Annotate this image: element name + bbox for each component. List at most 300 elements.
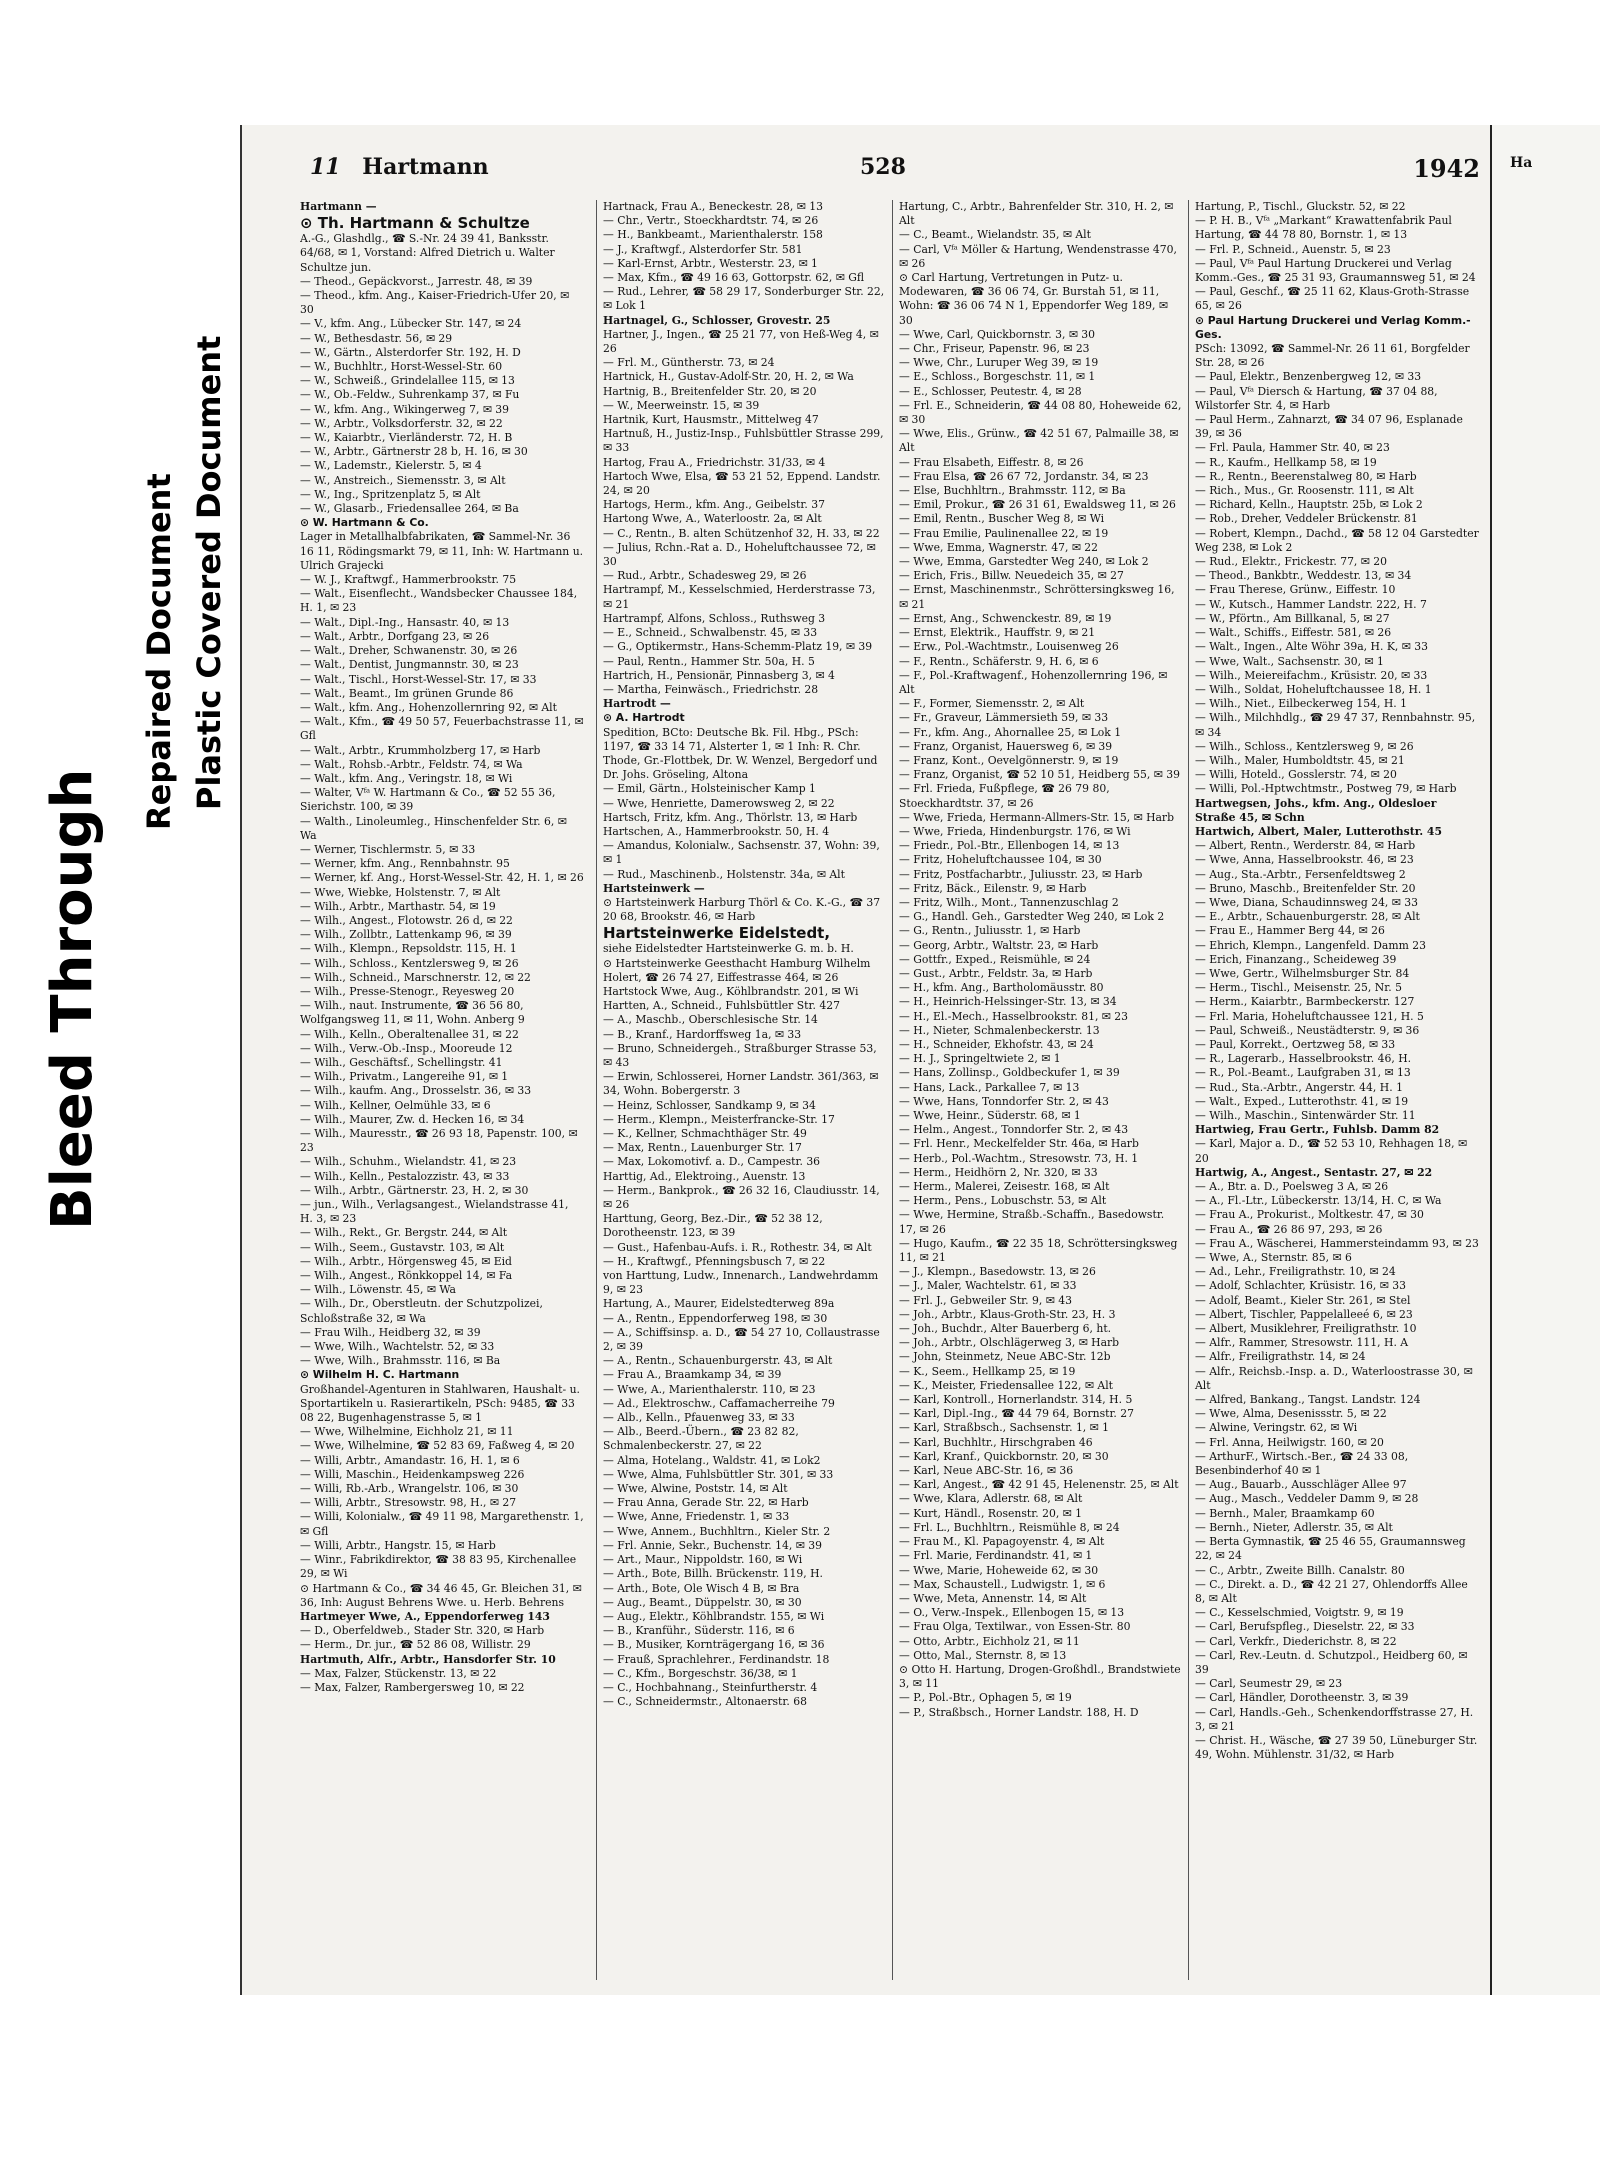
directory-entry: — Carl, Berufspfleg., Dieselstr. 22, ✉ 33	[1195, 1620, 1415, 1634]
directory-entry: — Rud., Arbtr., Schadesweg 29, ✉ 26	[603, 569, 807, 583]
directory-entry: — K., Kellner, Schmachthäger Str. 49	[603, 1127, 807, 1140]
directory-entry: — Willi, Arbtr., Hangstr. 15, ✉ Harb	[300, 1538, 496, 1552]
directory-entry: — R., Rentn., Beerenstalweg 80, ✉ Harb	[1195, 469, 1417, 483]
directory-entry: — Frau Anna, Gerade Str. 22, ✉ Harb	[603, 1496, 809, 1510]
directory-entry: — Willi, Hoteld., Gosslerstr. 74, ✉ 20	[1195, 768, 1397, 782]
scan-top-margin	[0, 0, 1600, 50]
directory-entry: — Wwe, Wilhelmine, Eichholz 21, ✉ 11	[300, 1425, 514, 1439]
directory-entry: — Walt., Arbtr., Krummholzberg 17, ✉ Harb	[300, 743, 541, 757]
directory-entry: — Adolf, Schlachter, Krüsistr. 16, ✉ 33	[1195, 1279, 1406, 1293]
directory-entry: — Frau Therese, Grünw., Eiffestr. 10	[1195, 583, 1396, 597]
directory-entry: — Werner, kfm. Ang., Rennbahnstr. 95	[300, 857, 510, 871]
directory-entry: — Gust., Hafenbau-Aufs. i. R., Rothestr. 34, ✉ Alt	[603, 1240, 872, 1254]
directory-entry: — Wilh., Schloss., Kentzlersweg 9, ✉ 26	[1195, 739, 1414, 753]
directory-entry: — Carl, Seumestr 29, ✉ 23	[1195, 1677, 1343, 1691]
directory-entry: — Wilh., Angest., Rönkkoppel 14, ✉ Fa	[300, 1269, 513, 1283]
directory-entry: ⊙ Hartmann & Co., ☎ 34 46 45, Gr. Bleichen 31, ✉ 36, Inh: August Behrens Wwe. u. Herb. Behrens	[300, 1581, 582, 1609]
directory-entry: — Walt., kfm. Ang., Hohenzollernring 92, ✉ Alt	[300, 700, 557, 714]
directory-entry: — Karl, Kontroll., Hornerlandstr. 314, H. 5	[899, 1393, 1133, 1407]
directory-entry: — Wwe, Henriette, Damerowsweg 2, ✉ 22	[603, 796, 835, 810]
directory-entry: — C., Direkt. a. D., ☎ 42 21 27, Ohlendorffs Allee 8, ✉ Alt	[1195, 1577, 1468, 1605]
directory-entry: — Ernst, Elektrik., Hauffstr. 9, ✉ 21	[899, 626, 1096, 640]
directory-entry: — Walt., Beamt., Im grünen Grunde 86	[300, 686, 514, 700]
directory-entry: Hartsch, Fritz, kfm. Ang., Thörlstr. 13, ✉ Harb	[603, 810, 858, 824]
column-1	[300, 200, 584, 1980]
directory-entry: ⊙ Hartsteinwerk Harburg Thörl & Co. K.-G., ☎ 37 20 68, Brookstr. 46, ✉ Harb	[603, 895, 881, 924]
directory-entry: — K., Seem., Hellkamp 25, ✉ 19	[899, 1364, 1076, 1378]
directory-entry: — Wwe, Hermine, Straßb.-Schaffn., Basedowstr. 17, ✉ 26	[899, 1208, 1165, 1236]
directory-entry: — Wwe, Wiebke, Holstenstr. 7, ✉ Alt	[300, 885, 501, 899]
directory-entry: — Frau Elsabeth, Eiffestr. 8, ✉ 26	[899, 455, 1084, 469]
directory-entry: — H., kfm. Ang., Bartholomäusstr. 80	[899, 981, 1104, 995]
directory-entry: — Walter, Vᶠᵃ W. Hartmann & Co., ☎ 52 55 36, Sierichstr. 100, ✉ 39	[300, 786, 556, 814]
directory-entry: — Wilh., Geschäftsf., Schellingstr. 41	[300, 1055, 503, 1069]
directory-entry: — Alfr., Freiligrathstr. 14, ✉ 24	[1195, 1350, 1366, 1364]
directory-entry: — Walt., Dentist, Jungmannstr. 30, ✉ 23	[300, 658, 519, 672]
directory-entry: — Wwe, Wilh., Brahmsstr. 116, ✉ Ba	[300, 1354, 501, 1368]
directory-entry: — W., Kutsch., Hammer Landstr. 222, H. 7	[1195, 597, 1427, 611]
directory-entry: — Fritz, Wilh., Mont., Tannenzuschlag 2	[899, 895, 1119, 909]
directory-entry: Hartung, C., Arbtr., Bahrenfelder Str. 310, H. 2, ✉ Alt	[899, 200, 1174, 228]
directory-entry: — Wwe, Marie, Hoheweide 62, ✉ 30	[899, 1563, 1099, 1577]
directory-entry: Hartmuth, Alfr., Arbtr., Hansdorfer Str. 10	[300, 1652, 556, 1666]
directory-entry: — Herm., Malerei, Zeisestr. 168, ✉ Alt	[899, 1180, 1110, 1194]
directory-entry: — Carl, Handls.-Geh., Schenkendorffstrasse 27, H. 3, ✉ 21	[1195, 1705, 1474, 1733]
directory-entry: Hartmann —	[300, 200, 377, 213]
directory-entry: — W., Gärtn., Alsterdorfer Str. 192, H. D	[300, 345, 521, 359]
directory-entry: — Walt., Eisenflecht., Wandsbecker Chaussee 184, H. 1, ✉ 23	[300, 587, 578, 615]
directory-entry: — ArthurF., Wirtsch.-Ber., ☎ 24 33 08, Besenbinderhof 40 ✉ 1	[1195, 1449, 1409, 1478]
page-number: 528	[860, 154, 906, 180]
directory-entry: — R., Kaufm., Hellkamp 58, ✉ 19	[1195, 455, 1377, 469]
directory-entry: — Richard, Kelln., Hauptstr. 25b, ✉ Lok 2	[1195, 498, 1423, 512]
directory-entry: — V., kfm. Ang., Lübecker Str. 147, ✉ 24	[300, 317, 522, 331]
directory-entry: — Walt., Dreher, Schwanenstr. 30, ✉ 26	[300, 644, 518, 658]
directory-entry: — P., Pol.-Btr., Ophagen 5, ✉ 19	[899, 1691, 1072, 1705]
directory-entry: — Paul, Geschf., ☎ 25 11 62, Klaus-Groth-Strasse 65, ✉ 26	[1195, 285, 1470, 313]
directory-entry: — Alwine, Veringstr. 62, ✉ Wi	[1195, 1421, 1358, 1435]
directory-entry: — Werner, Tischlermstr. 5, ✉ 33	[300, 842, 476, 856]
directory-entry: — Aug., Masch., Veddeler Damm 9, ✉ 28	[1195, 1492, 1419, 1506]
directory-entry: — Herm., Tischl., Meisenstr. 25, Nr. 5	[1195, 981, 1402, 995]
directory-entry: ⊙ Otto H. Hartung, Drogen-Großhdl., Brandstwiete 3, ✉ 11	[899, 1662, 1181, 1691]
directory-entry: Hartong Wwe, A., Waterloostr. 2a, ✉ Alt	[603, 512, 822, 526]
directory-entry: Spedition, BCto: Deutsche Bk. Fil. Hbg., PSch: 1197, ☎ 33 14 71, Alsterter 1, ✉ 1 Inh: R. Chr. Thode, Gr.-Flottbek, Dr. W. Wenzel, Bergedorf und Dr. Johs. Gröseling, Altona	[603, 725, 878, 782]
directory-entry: — Karl, Straßbsch., Sachsenstr. 1, ✉ 1	[899, 1421, 1110, 1435]
directory-entry: — H., Nieter, Schmalenbeckerstr. 13	[899, 1023, 1100, 1037]
directory-entry: — Wwe, Frieda, Hindenburgstr. 176, ✉ Wi	[899, 824, 1131, 838]
directory-entry: — A., Schiffsinsp. a. D., ☎ 54 27 10, Collaustrasse 2, ✉ 39	[603, 1325, 880, 1354]
directory-entry: — Franz, Kont., Oevelgönnerstr. 9, ✉ 19	[899, 753, 1119, 767]
directory-entry: — Wwe, Emma, Wagnerstr. 47, ✉ 22	[899, 540, 1099, 554]
directory-entry: — Friedr., Pol.-Btr., Ellenbogen 14, ✉ 13	[899, 839, 1120, 853]
directory-entry: — Karl, Angest., ☎ 42 91 45, Helenenstr. 25, ✉ Alt	[899, 1478, 1179, 1492]
directory-entry: — E., Schneid., Schwalbenstr. 45, ✉ 33	[603, 626, 818, 640]
directory-entry: — Paul, Vᶠᵃ Paul Hartung Druckerei und Verlag Komm.-Ges., ☎ 25 31 93, Graumannsweg 51, ✉ 24	[1195, 256, 1476, 285]
directory-entry: Hartnuß, H., Justiz-Insp., Fuhlsbüttler Strasse 299, ✉ 33	[603, 427, 884, 455]
directory-entry: — Max, Falzer, Stückenstr. 13, ✉ 22	[300, 1666, 497, 1680]
directory-entry: A.-G., Glashdlg., ☎ S.-Nr. 24 39 41, Banksstr. 64/68, ✉ 1, Vorstand: Alfred Dietrich u. Walter Schultze jun.	[300, 232, 555, 274]
directory-entry: — Max, Falzer, Rambergersweg 10, ✉ 22	[300, 1680, 525, 1694]
directory-entry: — Walt., Tischl., Horst-Wessel-Str. 17, ✉ 33	[300, 672, 537, 686]
directory-entry: — Wwe, Diana, Schaudinnsweg 24, ✉ 33	[1195, 895, 1419, 909]
directory-entry: Hartwegsen, Johs., kfm. Ang., Oldesloer Straße 45, ✉ Schn	[1195, 796, 1437, 824]
directory-entry: — F., Former, Siemensstr. 2, ✉ Alt	[899, 697, 1085, 711]
directory-entry: — B., Musiker, Kornträgergang 16, ✉ 36	[603, 1638, 825, 1652]
directory-entry: — Wilh., Mauresstr., ☎ 26 93 18, Papenstr. 100, ✉ 23	[300, 1127, 578, 1155]
directory-entry: — R., Lagerarb., Hasselbrookstr. 46, H.	[1195, 1052, 1412, 1066]
column-2	[596, 200, 887, 1980]
directory-entry: Lager in Metallhalbfabrikaten, ☎ Sammel-Nr. 36 16 11, Rödingsmarkt 79, ✉ 11, Inh: W. Hartmann u. Ulrich Grajecki	[300, 530, 584, 572]
directory-entry: — Wwe, Hans, Tonndorfer Str. 2, ✉ 43	[899, 1094, 1109, 1108]
directory-entry: — Wilh., Zollbtr., Lattenkamp 96, ✉ 39	[300, 928, 512, 942]
directory-entry: — F., Pol.-Kraftwagenf., Hohenzollernring 196, ✉ Alt	[899, 668, 1168, 696]
directory-entry: — Wilh., Schneid., Marschnerstr. 12, ✉ 22	[300, 970, 531, 984]
directory-entry: Hartwieg, Frau Gertr., Fuhlsb. Damm 82	[1195, 1123, 1440, 1137]
directory-entry: — G., Handl. Geh., Garstedter Weg 240, ✉ Lok 2	[899, 910, 1165, 924]
directory-entry: ⊙ Carl Hartung, Vertretungen in Putz- u. Modewaren, ☎ 36 06 74, Gr. Burstah 51, ✉ 11, Wohn: ☎ 36 06 74 N 1, Eppendorfer Weg 189, ✉ 30	[899, 271, 1168, 327]
directory-entry: Hartogs, Herm., kfm. Ang., Geibelstr. 37	[603, 498, 825, 512]
directory-entry: — Karl, Buchhltr., Hirschgraben 46	[899, 1435, 1093, 1449]
directory-entry: Hartnick, H., Gustav-Adolf-Str. 20, H. 2, ✉ Wa	[603, 370, 854, 384]
directory-entry: — W., Kaiarbtr., Vierländerstr. 72, H. B	[300, 431, 513, 445]
directory-entry: — Frl. Anna, Heilwigstr. 160, ✉ 20	[1195, 1435, 1384, 1449]
directory-entry: — B., Kranführ., Süderstr. 116, ✉ 6	[603, 1624, 795, 1638]
directory-entry: — Emil, Prokur., ☎ 26 31 61, Ewaldsweg 11, ✉ 26	[899, 498, 1176, 512]
directory-entry: — G., Optikermstr., Hans-Schemm-Platz 19, ✉ 39	[603, 640, 873, 654]
directory-entry: — Frl. M., Güntherstr. 73, ✉ 24	[603, 356, 775, 370]
directory-entry: — Wwe, Chr., Luruper Weg 39, ✉ 19	[899, 356, 1099, 370]
directory-entry: — Willi, Rb.-Arb., Wrangelstr. 106, ✉ 30	[300, 1482, 519, 1496]
directory-entry: — Frl. Marie, Ferdinandstr. 41, ✉ 1	[899, 1549, 1093, 1563]
directory-entry: — Helm., Angest., Tonndorfer Str. 2, ✉ 43	[899, 1123, 1129, 1137]
directory-entry: — Franz, Organist, ☎ 52 10 51, Heidberg 55, ✉ 39	[899, 768, 1180, 782]
directory-entry: — Wilh., Rekt., Gr. Bergstr. 244, ✉ Alt	[300, 1226, 508, 1240]
directory-entry: — W., Buchhltr., Horst-Wessel-Str. 60	[300, 360, 503, 374]
directory-entry: Hartnik, Kurt, Hausmstr., Mittelweg 47	[603, 413, 819, 427]
directory-entry: — Karl, Neue ABC-Str. 16, ✉ 36	[899, 1464, 1074, 1478]
directory-entry: Großhandel-Agenturen in Stahlwaren, Haushalt- u. Sportartikeln u. Rasierartikeln, PSch: 9485, ☎ 33 08 22, Bugenhagenstrasse 5, ✉ 1	[300, 1382, 580, 1425]
directory-entry: — Wwe, Wilh., Wachtelstr. 52, ✉ 33	[300, 1340, 495, 1354]
directory-entry: — Wilh., Meiereifachm., Krüsistr. 20, ✉ 33	[1195, 668, 1428, 682]
directory-entry: — Georg, Arbtr., Waltstr. 23, ✉ Harb	[899, 938, 1099, 952]
directory-entry: — W., Arbtr., Gärtnerstr 28 b, H. 16, ✉ 30	[300, 445, 528, 459]
directory-entry: — Aug., Beamt., Düppelstr. 30, ✉ 30	[603, 1595, 802, 1609]
directory-entry: — Alb., Kelln., Pfauenweg 33, ✉ 33	[603, 1411, 795, 1425]
next-page-edge	[1490, 125, 1600, 1995]
directory-entry: — Wilh., Schloss., Kentzlersweg 9, ✉ 26	[300, 956, 519, 970]
directory-entry: — Max, Rentn., Lauenburger Str. 17	[603, 1141, 802, 1155]
directory-entry: ⊙ A. Hartrodt	[603, 711, 685, 725]
directory-entry: — Herm., Klempn., Meisterfrancke-Str. 17	[603, 1112, 835, 1126]
directory-entry: Hartrampf, Alfons, Schloss., Ruthsweg 3	[603, 611, 826, 625]
directory-entry: — W., Meerweinstr. 15, ✉ 39	[603, 398, 760, 412]
directory-entry: — Hans, Lack., Parkallee 7, ✉ 13	[899, 1080, 1080, 1094]
directory-entry: ⊙ W. Hartmann & Co.	[300, 516, 429, 530]
directory-entry: — Theod., kfm. Ang., Kaiser-Friedrich-Ufer 20, ✉ 30	[300, 289, 570, 317]
directory-entry: — W., Ob.-Feldw., Suhrenkamp 37, ✉ Fu	[300, 388, 520, 402]
directory-entry: — Walth., Linoleumleg., Hinschenfelder Str. 6, ✉ Wa	[300, 814, 567, 842]
directory-entry: — Wilh., Klempn., Repsoldstr. 115, H. 1	[300, 942, 517, 956]
directory-entry: Hartung, A., Maurer, Eidelstedterweg 89a	[603, 1297, 835, 1311]
directory-entry: — Carl, Händler, Dorotheenstr. 3, ✉ 39	[1195, 1691, 1409, 1705]
directory-entry: — Frl. Frieda, Fußpflege, ☎ 26 79 80, Stoeckhardtstr. 37, ✉ 26	[899, 782, 1110, 810]
directory-entry: — Herm., Kaiarbtr., Barmbeckerstr. 127	[1195, 995, 1415, 1009]
directory-entry: — W., Pförtn., Am Billkanal, 5, ✉ 27	[1195, 611, 1390, 625]
directory-entry: — Aug., Elektr., Köhlbrandstr. 155, ✉ Wi	[603, 1609, 825, 1623]
directory-entry: — Wilh., Soldat, Hoheluftchaussee 18, H. 1	[1195, 682, 1432, 696]
directory-entry: — Joh., Arbtr., Olschlägerweg 3, ✉ Harb	[899, 1336, 1120, 1350]
directory-entry: — O., Verw.-Inspek., Ellenbogen 15, ✉ 13	[899, 1606, 1125, 1620]
directory-entry: — Wwe, Anne, Friedenstr. 1, ✉ 33	[603, 1510, 790, 1524]
directory-entry: siehe Eidelstedter Hartsteinwerke G. m. b. H.	[603, 942, 854, 956]
directory-entry: — Frau Wilh., Heidberg 32, ✉ 39	[300, 1325, 481, 1339]
page-header	[300, 150, 1480, 190]
directory-entry: — B., Kranf., Hardorffsweg 1a, ✉ 33	[603, 1027, 802, 1041]
directory-entry: — A., Btr. a. D., Poelsweg 3 A, ✉ 26	[1195, 1180, 1389, 1194]
directory-entry: — Carl, Verkfr., Diederichstr. 8, ✉ 22	[1195, 1634, 1397, 1648]
directory-entry: — Alma, Hotelang., Waldstr. 41, ✉ Lok2	[603, 1453, 821, 1467]
directory-entry: Hartmeyer Wwe, A., Eppendorferweg 143	[300, 1609, 550, 1623]
directory-entry: — J., Kraftwgf., Alsterdorfer Str. 581	[603, 242, 803, 256]
directory-entry: — E., Schloss., Borgeschstr. 11, ✉ 1	[899, 370, 1096, 384]
directory-entry: — Adolf, Beamt., Kieler Str. 261, ✉ Stel	[1195, 1293, 1411, 1307]
directory-entry: — Ad., Lehr., Freiligrathstr. 10, ✉ 24	[1195, 1265, 1396, 1279]
directory-entry: — Albert, Musiklehrer, Freiligrathstr. 10	[1195, 1322, 1417, 1336]
directory-entry: — Rob., Dreher, Veddeler Brückenstr. 81	[1195, 512, 1418, 526]
directory-entry: Hartschen, A., Hammerbrookstr. 50, H. 4	[603, 824, 830, 838]
directory-entry: — Wwe, Annem., Buchhltrn., Kieler Str. 2	[603, 1524, 831, 1538]
directory-entry: — Erwin, Schlosserei, Horner Landstr. 361/363, ✉ 34, Wohn. Bobergerstr. 3	[603, 1070, 879, 1098]
directory-entry: — P. H. B., Vᶠᵃ „Markant“ Krawattenfabrik Paul Hartung, ☎ 44 78 80, Bornstr. 1, ✉ 13	[1195, 214, 1452, 242]
directory-entry: — Frau A., Braamkamp 34, ✉ 39	[603, 1368, 782, 1382]
directory-entry: Hartog, Frau A., Friedrichstr. 31/33, ✉ 4	[603, 455, 826, 469]
directory-entry: — Alfr., Reichsb.-Insp. a. D., Waterloostrasse 30, ✉ Alt	[1195, 1364, 1473, 1392]
directory-entry: — Wwe, A., Sternstr. 85, ✉ 6	[1195, 1251, 1352, 1265]
directory-entry: — Bernh., Nieter, Adlerstr. 35, ✉ Alt	[1195, 1520, 1393, 1534]
directory-entry: — P., Straßbsch., Horner Landstr. 188, H. D	[899, 1705, 1139, 1719]
directory-entry: — Wilh., Maler, Humboldtstr. 45, ✉ 21	[1195, 753, 1405, 767]
directory-entry: — Rich., Mus., Gr. Roosenstr. 111, ✉ Alt	[1195, 484, 1414, 498]
directory-entry: — W., Bethesdastr. 56, ✉ 29	[300, 331, 453, 345]
directory-entry: — Emil, Gärtn., Holsteinischer Kamp 1	[603, 782, 816, 796]
directory-entry: — Bruno, Maschb., Breitenfelder Str. 20	[1195, 881, 1416, 895]
directory-entry: — Max, Kfm., ☎ 49 16 63, Gottorpstr. 62, ✉ Gfl	[603, 271, 865, 285]
directory-entry: — C., Kesselschmied, Voigtstr. 9, ✉ 19	[1195, 1606, 1404, 1620]
directory-entry: — Joh., Buchdr., Alter Bauerberg 6, ht.	[899, 1322, 1112, 1336]
column-3	[892, 200, 1183, 1980]
directory-entry: — Chr., Friseur, Papenstr. 96, ✉ 23	[899, 342, 1090, 356]
directory-entry: Hartsteinwerke Eidelstedt,	[603, 924, 831, 943]
directory-entry: Hartrodt —	[603, 697, 671, 711]
directory-entry: Hartrich, H., Pensionär, Pinnasberg 3, ✉ 4	[603, 668, 835, 682]
directory-entry: — R., Pol.-Beamt., Laufgraben 31, ✉ 13	[1195, 1066, 1411, 1080]
section-number: 11	[310, 154, 341, 180]
directory-entry: — Wilh., Arbtr., Marthastr. 54, ✉ 19	[300, 899, 496, 913]
directory-entry: — Theod., Bankbtr., Weddestr. 13, ✉ 34	[1195, 569, 1412, 583]
directory-entry: — W., Anstreich., Siemensstr. 3, ✉ Alt	[300, 473, 506, 487]
directory-entry: — Alb., Beerd.-Übern., ☎ 23 82 82, Schmalenbeckerstr. 27, ✉ 22	[603, 1425, 799, 1453]
directory-entry: — Wwe, Emma, Garstedter Weg 240, ✉ Lok 2	[899, 555, 1149, 569]
directory-entry: — W. J., Kraftwgf., Hammerbrookstr. 75	[300, 573, 517, 587]
directory-entry: — Paul, Rentn., Hammer Str. 50a, H. 5	[603, 654, 815, 668]
directory-entry: — Alfr., Rammer, Stresowstr. 111, H. A	[1195, 1336, 1409, 1350]
directory-entry: — Arth., Bote, Billh. Brückenstr. 119, H.	[603, 1567, 823, 1581]
directory-entry: — Max, Schaustell., Ludwigstr. 1, ✉ 6	[899, 1577, 1106, 1591]
directory-entry: — Frau Olga, Textilwar., von Essen-Str. 80	[899, 1620, 1131, 1634]
directory-entry: — Carl, Rev.-Leutn. d. Schutzpol., Heidberg 60, ✉ 39	[1195, 1648, 1468, 1676]
directory-entry: — Wwe, Klara, Adlerstr. 68, ✉ Alt	[899, 1492, 1083, 1506]
directory-entry: Hartnig, B., Breitenfelder Str. 20, ✉ 20	[603, 384, 817, 398]
header-left	[310, 154, 489, 180]
directory-entry: — Julius, Rchn.-Rat a. D., Hoheluftchaussee 72, ✉ 30	[603, 540, 876, 569]
directory-entry: — Frl. E., Schneiderin, ☎ 44 08 80, Hoheweide 62, ✉ 30	[899, 398, 1182, 427]
directory-entry: Hartnack, Frau A., Beneckestr. 28, ✉ 13	[603, 200, 823, 213]
directory-entry: — Frauß, Sprachlehrer., Ferdinandstr. 18	[603, 1652, 830, 1666]
directory-entry: — Frl. J., Gebweiler Str. 9, ✉ 43	[899, 1293, 1072, 1307]
directory-entry: — W., Lademstr., Kielerstr. 5, ✉ 4	[300, 459, 482, 473]
next-page-hint: Ha	[1510, 155, 1533, 171]
directory-entry: — Walt., Ingen., Alte Wöhr 39a, H. K, ✉ 33	[1195, 640, 1428, 654]
directory-entry: — E., Arbtr., Schauenburgerstr. 28, ✉ Alt	[1195, 910, 1420, 924]
directory-entry: — Karl, Major a. D., ☎ 52 53 10, Rehhagen 18, ✉ 20	[1195, 1137, 1468, 1165]
directory-entry: Hartstock Wwe, Aug., Köhlbrandstr. 201, ✉ Wi	[603, 984, 859, 998]
directory-entry: — Wilh., Kellner, Oelmühle 33, ✉ 6	[300, 1098, 491, 1112]
directory-entry: — Rud., Elektr., Frickestr. 77, ✉ 20	[1195, 555, 1388, 569]
directory-entry: — Wilh., Seem., Gustavstr. 103, ✉ Alt	[300, 1240, 505, 1254]
directory-entry: — Bruno, Schneidergeh., Straßburger Strasse 53, ✉ 43	[603, 1041, 877, 1069]
directory-entry: — Max, Lokomotivf. a. D., Campestr. 36	[603, 1155, 821, 1169]
directory-entry: — J., Maler, Wachtelstr. 61, ✉ 33	[899, 1279, 1077, 1293]
directory-entry: Hartoch Wwe, Elsa, ☎ 53 21 52, Eppend. Landstr. 24, ✉ 20	[603, 469, 881, 498]
directory-entry: Hartrampf, M., Kesselschmied, Herderstrasse 73, ✉ 21	[603, 583, 876, 611]
directory-entry: — Berta Gymnastik, ☎ 25 46 55, Graumannsweg 22, ✉ 24	[1195, 1535, 1466, 1563]
directory-entry: — Herm., Bankprok., ☎ 26 32 16, Claudiusstr. 14, ✉ 26	[603, 1183, 880, 1212]
directory-entry: Hartwig, A., Angest., Sentastr. 27, ✉ 22	[1195, 1165, 1433, 1179]
plastic-covered-stamp: Plastic Covered Document	[190, 335, 228, 810]
directory-entry: — H., Schneider, Ekhofstr. 43, ✉ 24	[899, 1037, 1094, 1051]
directory-entry: — Wilh., Presse-Stenogr., Reyesweg 20	[300, 984, 515, 998]
directory-entry: — Wwe, Walt., Sachsenstr. 30, ✉ 1	[1195, 654, 1384, 668]
directory-entry: — Rud., Maschinenb., Holstenstr. 34a, ✉ Alt	[603, 867, 845, 881]
directory-entry: — Wilh., Niet., Eilbeckerweg 154, H. 1	[1195, 697, 1408, 711]
directory-entry: — Martha, Feinwäsch., Friedrichstr. 28	[603, 682, 819, 696]
directory-entry: — Albert, Tischler, Pappelalleeé 6, ✉ 23	[1195, 1307, 1413, 1321]
directory-entry: — K., Meister, Friedensallee 122, ✉ Alt	[899, 1378, 1113, 1392]
directory-entry: — Fritz, Bäck., Eilenstr. 9, ✉ Harb	[899, 881, 1087, 895]
directory-entry: — Herm., Pens., Lobuschstr. 53, ✉ Alt	[899, 1194, 1107, 1208]
directory-entry: ⊙ Paul Hartung Druckerei und Verlag Komm.-Ges.	[1195, 313, 1471, 341]
directory-entry: Hartung, P., Tischl., Gluckstr. 52, ✉ 22	[1195, 200, 1406, 213]
directory-entry: — Paul, Elektr., Benzenbergweg 12, ✉ 33	[1195, 370, 1422, 384]
directory-entry: — Wilh., Schuhm., Wielandstr. 41, ✉ 23	[300, 1155, 517, 1169]
directory-entry: von Harttung, Ludw., Innenarch., Landwehrdamm 9, ✉ 23	[603, 1269, 879, 1297]
directory-entry: — Wilh., Milchhdlg., ☎ 29 47 37, Rennbahnstr. 95, ✉ 34	[1195, 711, 1476, 739]
directory-entry: — Amandus, Kolonialw., Sachsenstr. 37, Wohn: 39, ✉ 1	[603, 839, 880, 867]
directory-entry: — Erich, Finanzang., Scheideweg 39	[1195, 952, 1397, 966]
directory-columns	[300, 200, 1480, 1980]
repaired-document-stamp: Repaired Document	[140, 473, 178, 830]
directory-entry: — Ernst, Ang., Schwenckestr. 89, ✉ 19	[899, 611, 1112, 625]
directory-entry: — Wwe, Alma, Desenissstr. 5, ✉ 22	[1195, 1407, 1387, 1421]
directory-entry: — Willi, Kolonialw., ☎ 49 11 98, Margarethenstr. 1, ✉ Gfl	[300, 1510, 584, 1538]
directory-entry: ⊙ Th. Hartmann & Schultze	[300, 214, 530, 233]
directory-entry: — Frau A., ☎ 26 86 97, 293, ✉ 26	[1195, 1222, 1383, 1236]
directory-entry: — Karl, Dipl.-Ing., ☎ 44 79 64, Bornstr. 27	[899, 1407, 1135, 1421]
directory-entry: — F., Rentn., Schäferstr. 9, H. 6, ✉ 6	[899, 654, 1099, 668]
directory-entry: — Frl. P., Schneid., Auenstr. 5, ✉ 23	[1195, 242, 1391, 256]
directory-entry: PSch: 13092, ☎ Sammel-Nr. 26 11 61, Borgfelder Str. 28, ✉ 26	[1195, 342, 1470, 370]
directory-entry: — Wwe, Carl, Quickbornstr. 3, ✉ 30	[899, 327, 1096, 341]
directory-entry: — Karl, Kranf., Quickbornstr. 20, ✉ 30	[899, 1449, 1109, 1463]
directory-year: 1942	[1413, 154, 1480, 183]
directory-entry: — C., Arbtr., Zweite Billh. Canalstr. 80	[1195, 1563, 1405, 1577]
directory-entry: ⊙ Wilhelm H. C. Hartmann	[300, 1368, 460, 1382]
directory-entry: Hartten, A., Schneid., Fuhlsbüttler Str. 427	[603, 999, 840, 1013]
directory-entry: — Arth., Bote, Ole Wisch 4 B, ✉ Bra	[603, 1581, 800, 1595]
directory-entry: — Walt., kfm. Ang., Veringstr. 18, ✉ Wi	[300, 771, 513, 785]
directory-entry: — H. J., Springeltwiete 2, ✉ 1	[899, 1052, 1061, 1066]
directory-entry: — G., Rentn., Juliusstr. 1, ✉ Harb	[899, 924, 1081, 938]
directory-entry: — Frau A., Wäscherei, Hammersteindamm 93, ✉ 23	[1195, 1236, 1479, 1250]
directory-entry: — Wilh., Kelln., Pestalozzistr. 43, ✉ 33	[300, 1169, 510, 1183]
directory-entry: — Herm., Dr. jur., ☎ 52 86 08, Willistr. 29	[300, 1638, 531, 1652]
directory-entry: — A., Rentn., Schauenburgerstr. 43, ✉ Alt	[603, 1354, 833, 1368]
directory-page	[300, 150, 1480, 1980]
directory-entry: — Hans, Zollinsp., Goldbeckufer 1, ✉ 39	[899, 1066, 1120, 1080]
directory-entry: — Otto, Arbtr., Eichholz 21, ✉ 11	[899, 1634, 1080, 1648]
directory-entry: — Wilh., Maschin., Sintenwärder Str. 11	[1195, 1109, 1416, 1122]
archive-label-strip	[0, 50, 240, 2060]
directory-entry: — Wilh., Privatm., Langereihe 91, ✉ 1	[300, 1070, 509, 1084]
directory-entry: — Wilh., kaufm. Ang., Drosselstr. 36, ✉ 33	[300, 1084, 532, 1098]
directory-entry: — Christ. H., Wäsche, ☎ 27 39 50, Lüneburger Str. 49, Wohn. Mühlenstr. 31/32, ✉ Harb	[1195, 1733, 1478, 1762]
directory-entry: — W., Glasarb., Friedensallee 264, ✉ Ba	[300, 502, 519, 516]
directory-entry: — Frau Elsa, ☎ 26 67 72, Jordanstr. 34, ✉ 23	[899, 469, 1149, 483]
directory-entry: — John, Steinmetz, Neue ABC-Str. 12b	[899, 1350, 1111, 1364]
directory-entry: — Wwe, Anna, Hasselbrookstr. 46, ✉ 23	[1195, 853, 1414, 867]
directory-entry: — Walt., Dipl.-Ing., Hansastr. 40, ✉ 13	[300, 615, 510, 629]
directory-entry: — Franz, Organist, Hauersweg 6, ✉ 39	[899, 739, 1113, 753]
directory-entry: — Fritz, Hoheluftchaussee 104, ✉ 30	[899, 853, 1102, 867]
directory-entry: ⊙ Hartsteinwerke Geesthacht Hamburg Wilhelm Holert, ☎ 26 74 27, Eiffestrasse 464, ✉ 26	[603, 956, 871, 984]
directory-entry: — Wilh., Dr., Oberstleutn. der Schutzpolizei, Schloßstraße 32, ✉ Wa	[300, 1297, 543, 1325]
directory-entry: — Willi, Pol.-Hptwchtmstr., Postweg 79, ✉ Harb	[1195, 782, 1457, 796]
directory-entry: Hartnagel, G., Schlosser, Grovestr. 25	[603, 313, 831, 327]
directory-entry: — Wilh., Angest., Flotowstr. 26 d, ✉ 22	[300, 913, 513, 927]
directory-entry: — Fr., Graveur, Lämmersieth 59, ✉ 33	[899, 711, 1109, 725]
directory-entry: — Wwe, Gertr., Wilhelmsburger Str. 84	[1195, 966, 1410, 980]
directory-entry: — H., Kraftwgf., Pfenningsbusch 7, ✉ 22	[603, 1254, 826, 1268]
directory-entry: — Wwe, Alwine, Poststr. 14, ✉ Alt	[603, 1482, 788, 1496]
directory-entry: — C., Kfm., Borgeschstr. 36/38, ✉ 1	[603, 1666, 798, 1680]
directory-entry: — Joh., Arbtr., Klaus-Groth-Str. 23, H. 3	[899, 1307, 1116, 1321]
directory-entry: — Else, Buchhltrn., Brahmsstr. 112, ✉ Ba	[899, 484, 1126, 498]
directory-entry: — Gust., Arbtr., Feldstr. 3a, ✉ Harb	[899, 966, 1093, 980]
directory-entry: — Alfred, Bankang., Tangst. Landstr. 124	[1195, 1393, 1421, 1407]
header-surname: Hartmann	[362, 154, 489, 180]
directory-entry: Hartner, J., Ingen., ☎ 25 21 77, von Heß-Weg 4, ✉ 26	[603, 327, 879, 356]
directory-entry: — W., kfm. Ang., Wikingerweg 7, ✉ 39	[300, 402, 510, 416]
directory-entry: — Winr., Fabrikdirektor, ☎ 38 83 95, Kirchenallee 29, ✉ Wi	[300, 1553, 577, 1581]
directory-entry: — Rud., Lehrer, ☎ 58 29 17, Sonderburger Str. 22, ✉ Lok 1	[603, 285, 885, 313]
directory-entry: — C., Schneidermstr., Altonaerstr. 68	[603, 1695, 807, 1709]
directory-entry: — Walt., Arbtr., Dorfgang 23, ✉ 26	[300, 629, 490, 643]
directory-entry: — Frau E., Hammer Berg 44, ✉ 26	[1195, 924, 1385, 938]
directory-entry: — Wilh., naut. Instrumente, ☎ 36 56 80, Wolfgangsweg 11, ✉ 11, Wohn. Anberg 9	[300, 999, 525, 1027]
directory-entry: — Walt., Kfm., ☎ 49 50 57, Feuerbachstrasse 11, ✉ Gfl	[300, 715, 584, 743]
directory-entry: — H., El.-Mech., Hasselbrookstr. 81, ✉ 23	[899, 1009, 1129, 1023]
